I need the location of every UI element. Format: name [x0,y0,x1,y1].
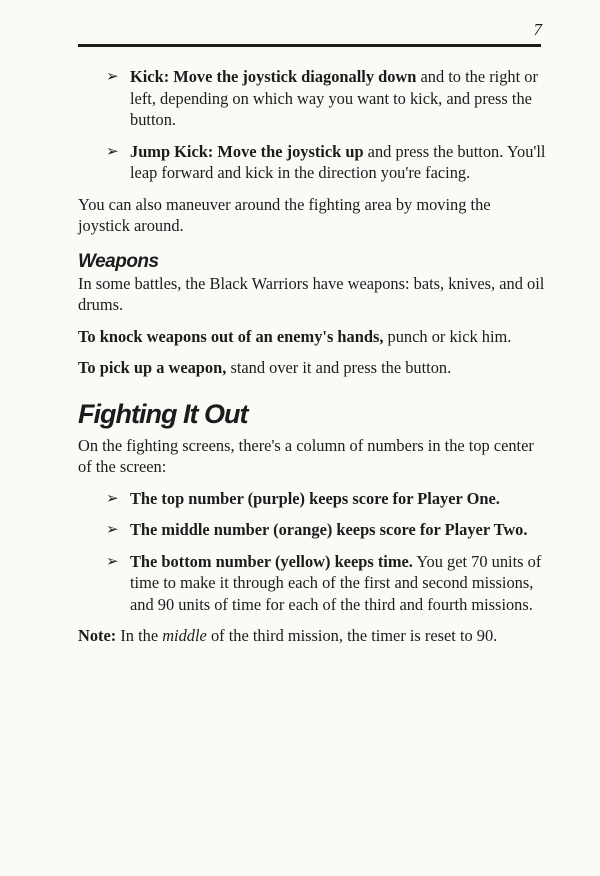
bullet-middle-number [78,519,546,541]
bullet-lead: Jump Kick: Move the joystick up [130,141,364,161]
bullet-lead: Kick: Move the joystick diagonally down [130,67,417,86]
bullet-lead: The middle number (orange) keeps score for Player Two. [130,520,528,539]
bullet-kick [78,66,546,131]
weapons-intro: In some battles, the Black Warriors have weapons: bats, knives, and oil drums. [78,273,545,314]
note-label: Note: [78,626,117,645]
note-before: In the [116,626,163,645]
bullet-text [130,66,546,131]
fighting-intro: On the fighting screens, there's a column of numbers in the top center of the screen: [78,435,534,476]
page-number: 7 [533,20,542,39]
header-rule [78,44,541,47]
bullet-top-number [78,488,546,510]
weapons-heading: Weapons [78,250,159,272]
pickup-lead: To pick up a weapon, [78,358,227,377]
bullet-text [130,488,546,510]
arrow-bullet-icon: ➢ [106,520,119,538]
bullet-lead: The bottom number (yellow) keeps time. [130,551,413,571]
note-paragraph [78,625,546,647]
knock-lead: To knock weapons out of an enemy's hands, [78,326,384,346]
bullet-lead: The top number (purple) keeps score for Player One. [130,488,500,508]
maneuver-paragraph: You can also maneuver around the fighting area by moving the joystick around. [78,194,491,235]
arrow-bullet-icon: ➢ [106,141,119,160]
arrow-bullet-icon: ➢ [106,67,119,85]
note-emphasis: middle [162,626,207,645]
knock-weapons-paragraph [78,326,546,348]
fighting-heading: Fighting It Out [78,398,248,429]
bullet-text [130,519,546,541]
knock-rest: punch or kick him. [383,326,512,346]
bullet-text [130,551,546,616]
bullet-text [130,141,546,184]
pickup-weapon-paragraph [78,357,546,379]
bullet-bottom-number [78,551,546,616]
bullet-rest: You get 70 units of time to make it through each of the first and second missions, and 90 units of time for each of the third and fourth missions. [130,551,542,614]
pickup-rest: stand over it and press the button. [226,358,452,377]
arrow-bullet-icon: ➢ [106,488,119,507]
page-content [78,66,546,657]
bullet-rest: and press the button. You'll leap forward and kick in the direction you're facing. [130,141,546,182]
bullet-rest: and to the right or left, depending on which way you want to kick, and press the button. [130,67,538,129]
bullet-jump-kick [78,141,546,184]
note-after: of the third mission, the timer is reset to 90. [206,626,498,645]
arrow-bullet-icon: ➢ [106,551,119,570]
